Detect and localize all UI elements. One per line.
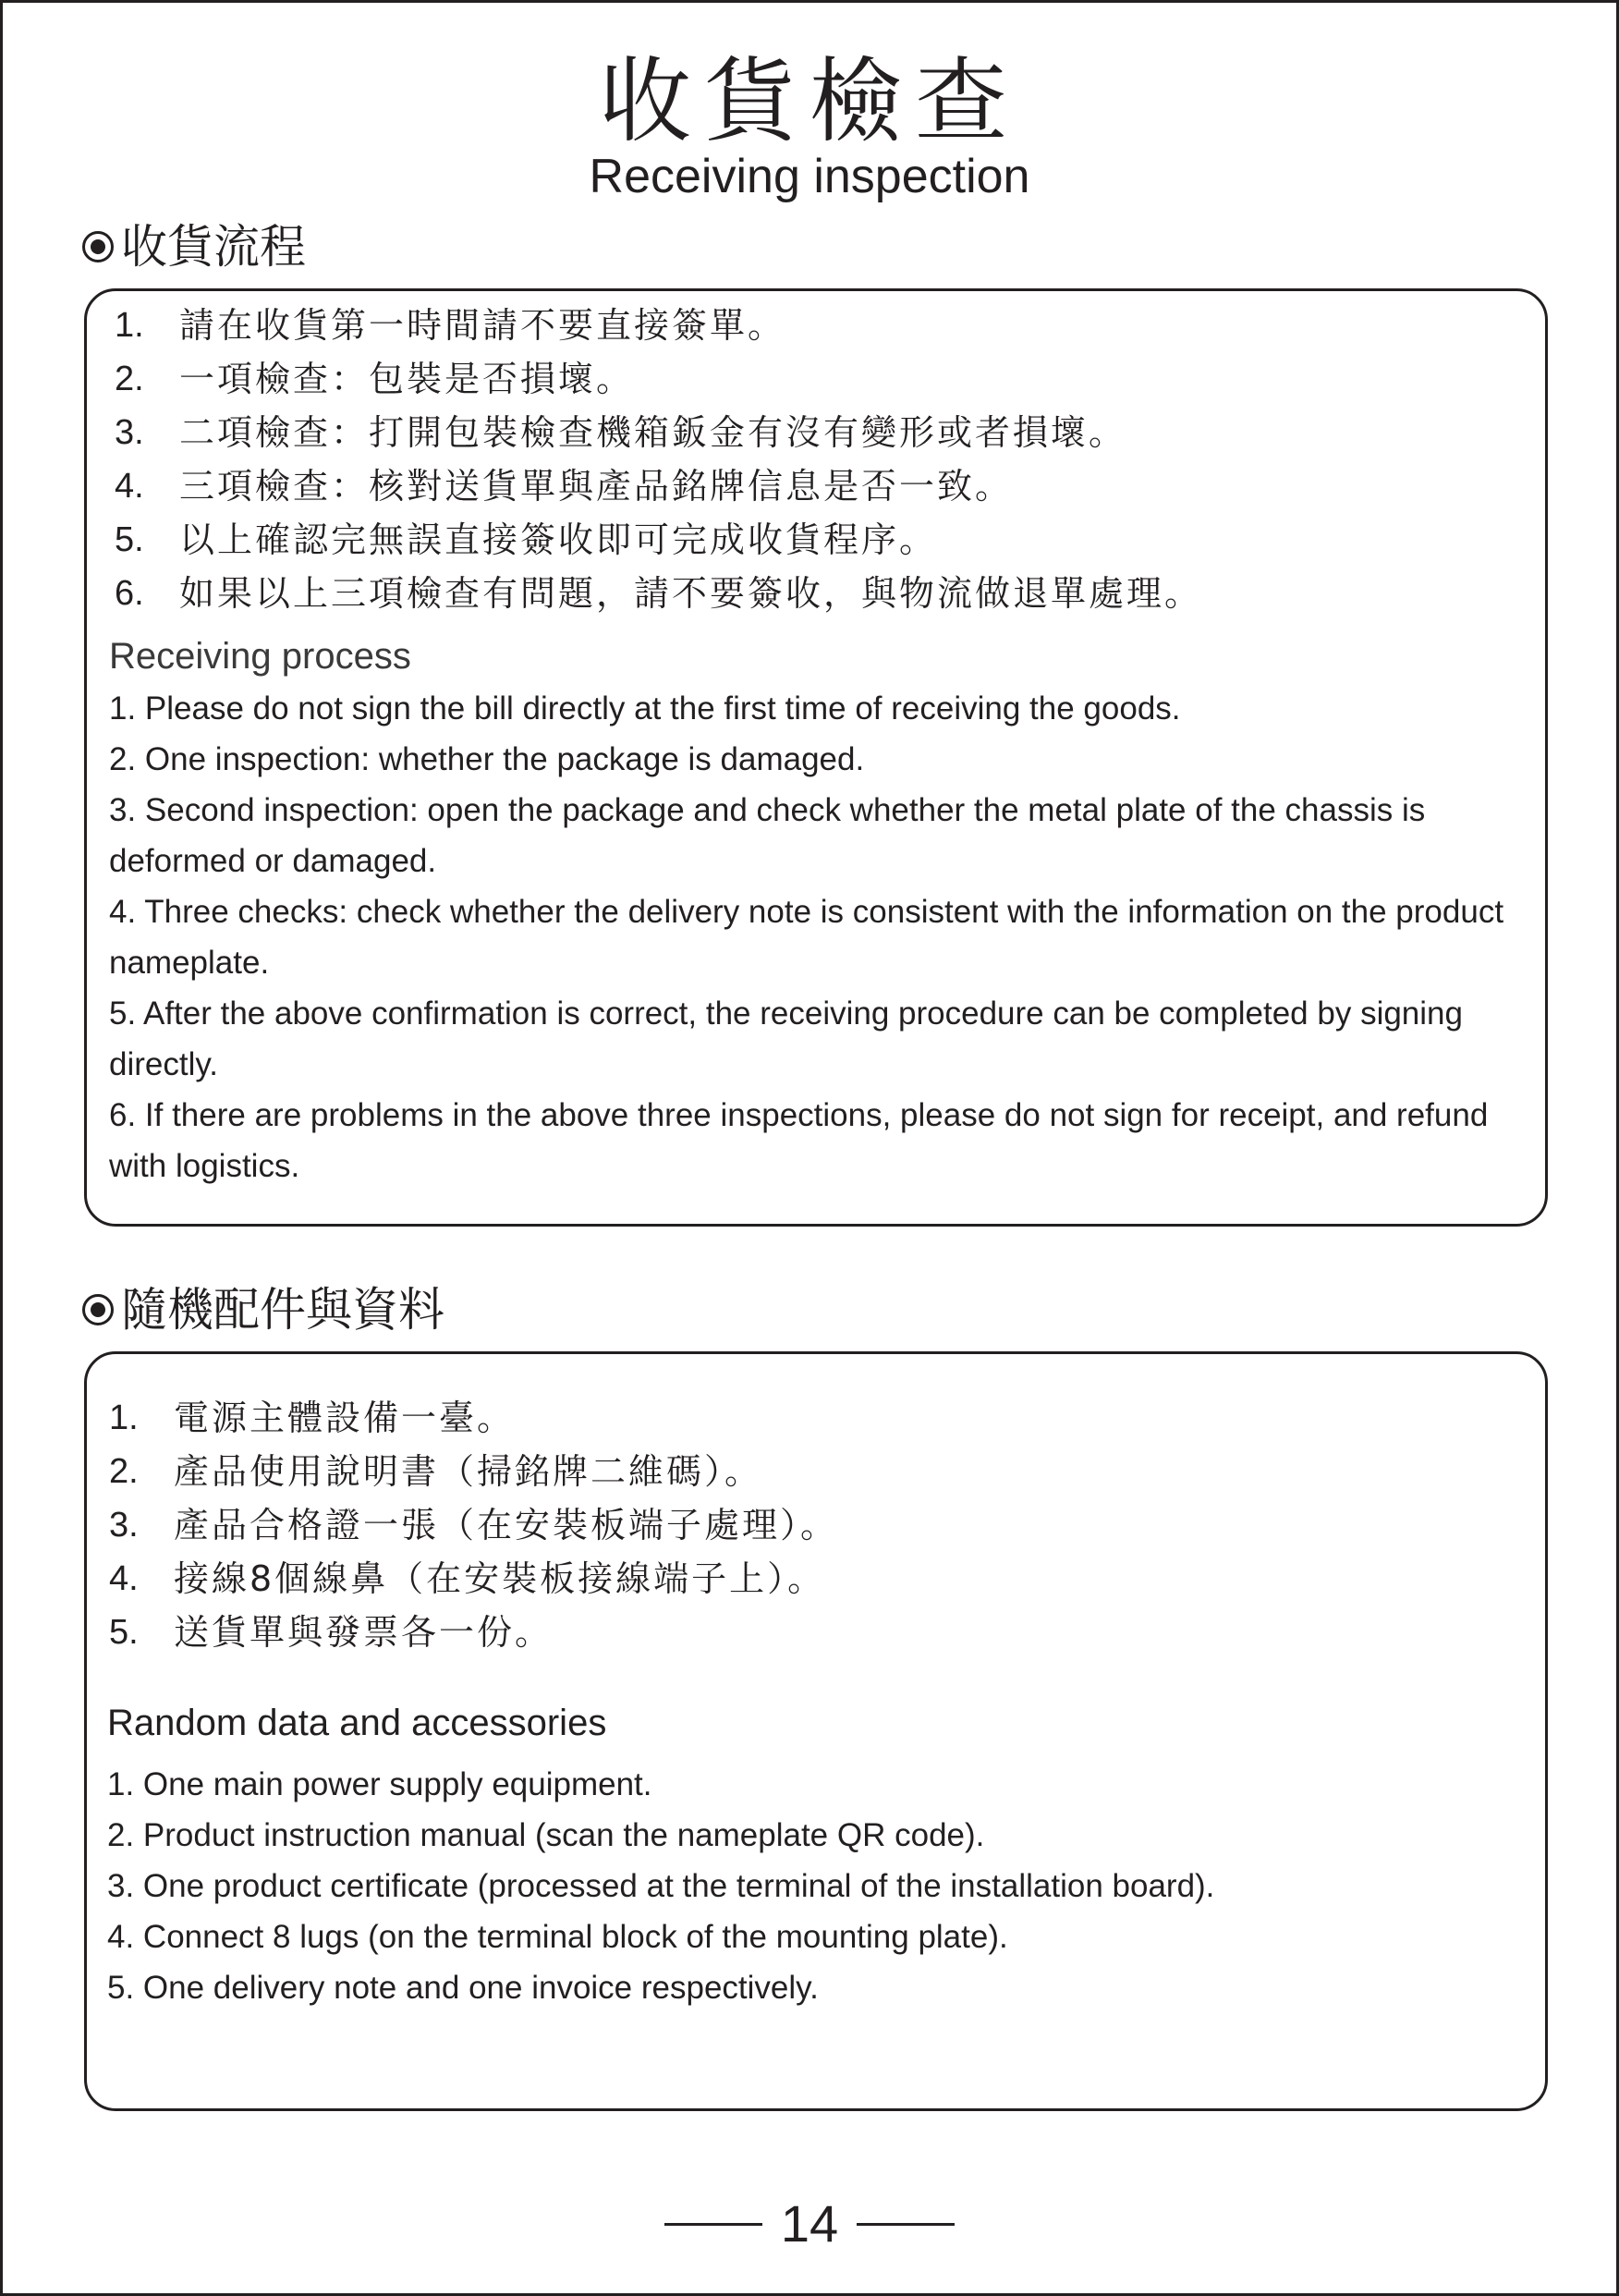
item-number: 6. (115, 574, 144, 613)
list-item (109, 1391, 1545, 1445)
section-heading-label: 隨機配件與資料 (121, 1283, 444, 1337)
section-heading-receiving-process (82, 219, 306, 275)
list-item (115, 513, 1545, 567)
list-item: 4. Three checks: check whether the delivery note is consistent with the information on the product nameplate. (109, 894, 1504, 981)
item-text: 一項檢查：包裝是否損壞。 (179, 359, 635, 399)
item-text: 電源主體設備一臺。 (174, 1398, 516, 1438)
item-number: 4. (115, 467, 144, 506)
item-number: 5. (115, 520, 144, 559)
list-item (115, 299, 1545, 352)
accessories-zh-list (87, 1354, 1545, 1659)
list-item: 1. One main power supply equipment. (107, 1766, 652, 1802)
accessories-en-heading: Random data and accessories (107, 1703, 607, 1743)
item-text: 三項檢查：核對送貨單與產品銘牌信息是否一致。 (179, 466, 1014, 507)
list-item: 6. If there are problems in the above three inspections, please do not sign for receipt, and refund with logistics. (109, 1097, 1489, 1184)
receiving-process-zh-list (87, 291, 1545, 620)
list-item (109, 1498, 1545, 1552)
list-item (109, 1445, 1545, 1498)
item-number: 2. (115, 360, 144, 398)
item-text: 如果以上三項檢查有問題，請不要簽收，與物流做退單處理。 (179, 573, 1203, 614)
item-text: 產品合格證一張（在安裝板端子處理）。 (174, 1505, 839, 1545)
item-text: 送貨單與發票各一份。 (174, 1612, 554, 1653)
list-item: 1. Please do not sign the bill directly at the first time of receiving the goods. (109, 690, 1181, 727)
list-item (115, 459, 1545, 513)
item-number: 1. (115, 306, 144, 345)
page-number-value: 14 (780, 2194, 839, 2253)
accessories-box (84, 1351, 1548, 2111)
page-title-en: Receiving inspection (589, 150, 1030, 203)
list-item: 3. One product certificate (processed at the terminal of the installation board). (107, 1868, 1215, 1904)
list-item (109, 1606, 1545, 1659)
section-heading-label: 收貨流程 (121, 220, 306, 274)
list-item (115, 352, 1545, 406)
list-item (115, 406, 1545, 459)
list-item: 5. One delivery note and one invoice respectively. (107, 1970, 819, 2006)
list-item: 2. One inspection: whether the package is damaged. (109, 741, 865, 777)
list-item: 2. Product instruction manual (scan the nameplate QR code). (107, 1817, 985, 1853)
item-number: 2. (109, 1452, 139, 1491)
list-item: 4. Connect 8 lugs (on the terminal block of the mounting plate). (107, 1919, 1008, 1955)
page-number-rule-left (664, 2223, 762, 2226)
receiving-process-en-heading: Receiving process (109, 636, 411, 677)
list-item: 3. Second inspection: open the package and check whether the metal plate of the chassis is deformed or damaged. (109, 792, 1426, 879)
item-number: 3. (109, 1506, 139, 1545)
accessories-en-list (107, 1759, 1525, 2013)
receiving-process-en-list (109, 683, 1523, 1191)
item-text: 接線8個線鼻（在安裝板接線端子上）。 (174, 1558, 826, 1599)
target-bullet-icon (82, 1294, 114, 1325)
item-number: 4. (109, 1559, 139, 1598)
section-heading-accessories (82, 1282, 444, 1337)
target-bullet-icon (82, 231, 114, 263)
receiving-process-box (84, 288, 1548, 1227)
item-text: 以上確認完無誤直接簽收即可完成收貨程序。 (179, 519, 938, 560)
item-text: 二項檢查：打開包裝檢查機箱鈑金有沒有變形或者損壞。 (179, 412, 1127, 453)
list-item (115, 567, 1545, 620)
item-text: 請在收貨第一時間請不要直接簽單。 (179, 305, 786, 346)
item-number: 5. (109, 1613, 139, 1652)
page-title-zh: 收貨檢查 (599, 47, 1020, 155)
list-item: 5. After the above confirmation is correct, the receiving procedure can be completed by signing directly. (109, 995, 1463, 1082)
item-number: 1. (109, 1398, 139, 1437)
item-number: 3. (115, 413, 144, 452)
item-text: 產品使用說明書（掃銘牌二維碼）。 (174, 1451, 763, 1492)
page-number (3, 2193, 1616, 2254)
page-number-rule-right (857, 2223, 955, 2226)
list-item (109, 1552, 1545, 1606)
